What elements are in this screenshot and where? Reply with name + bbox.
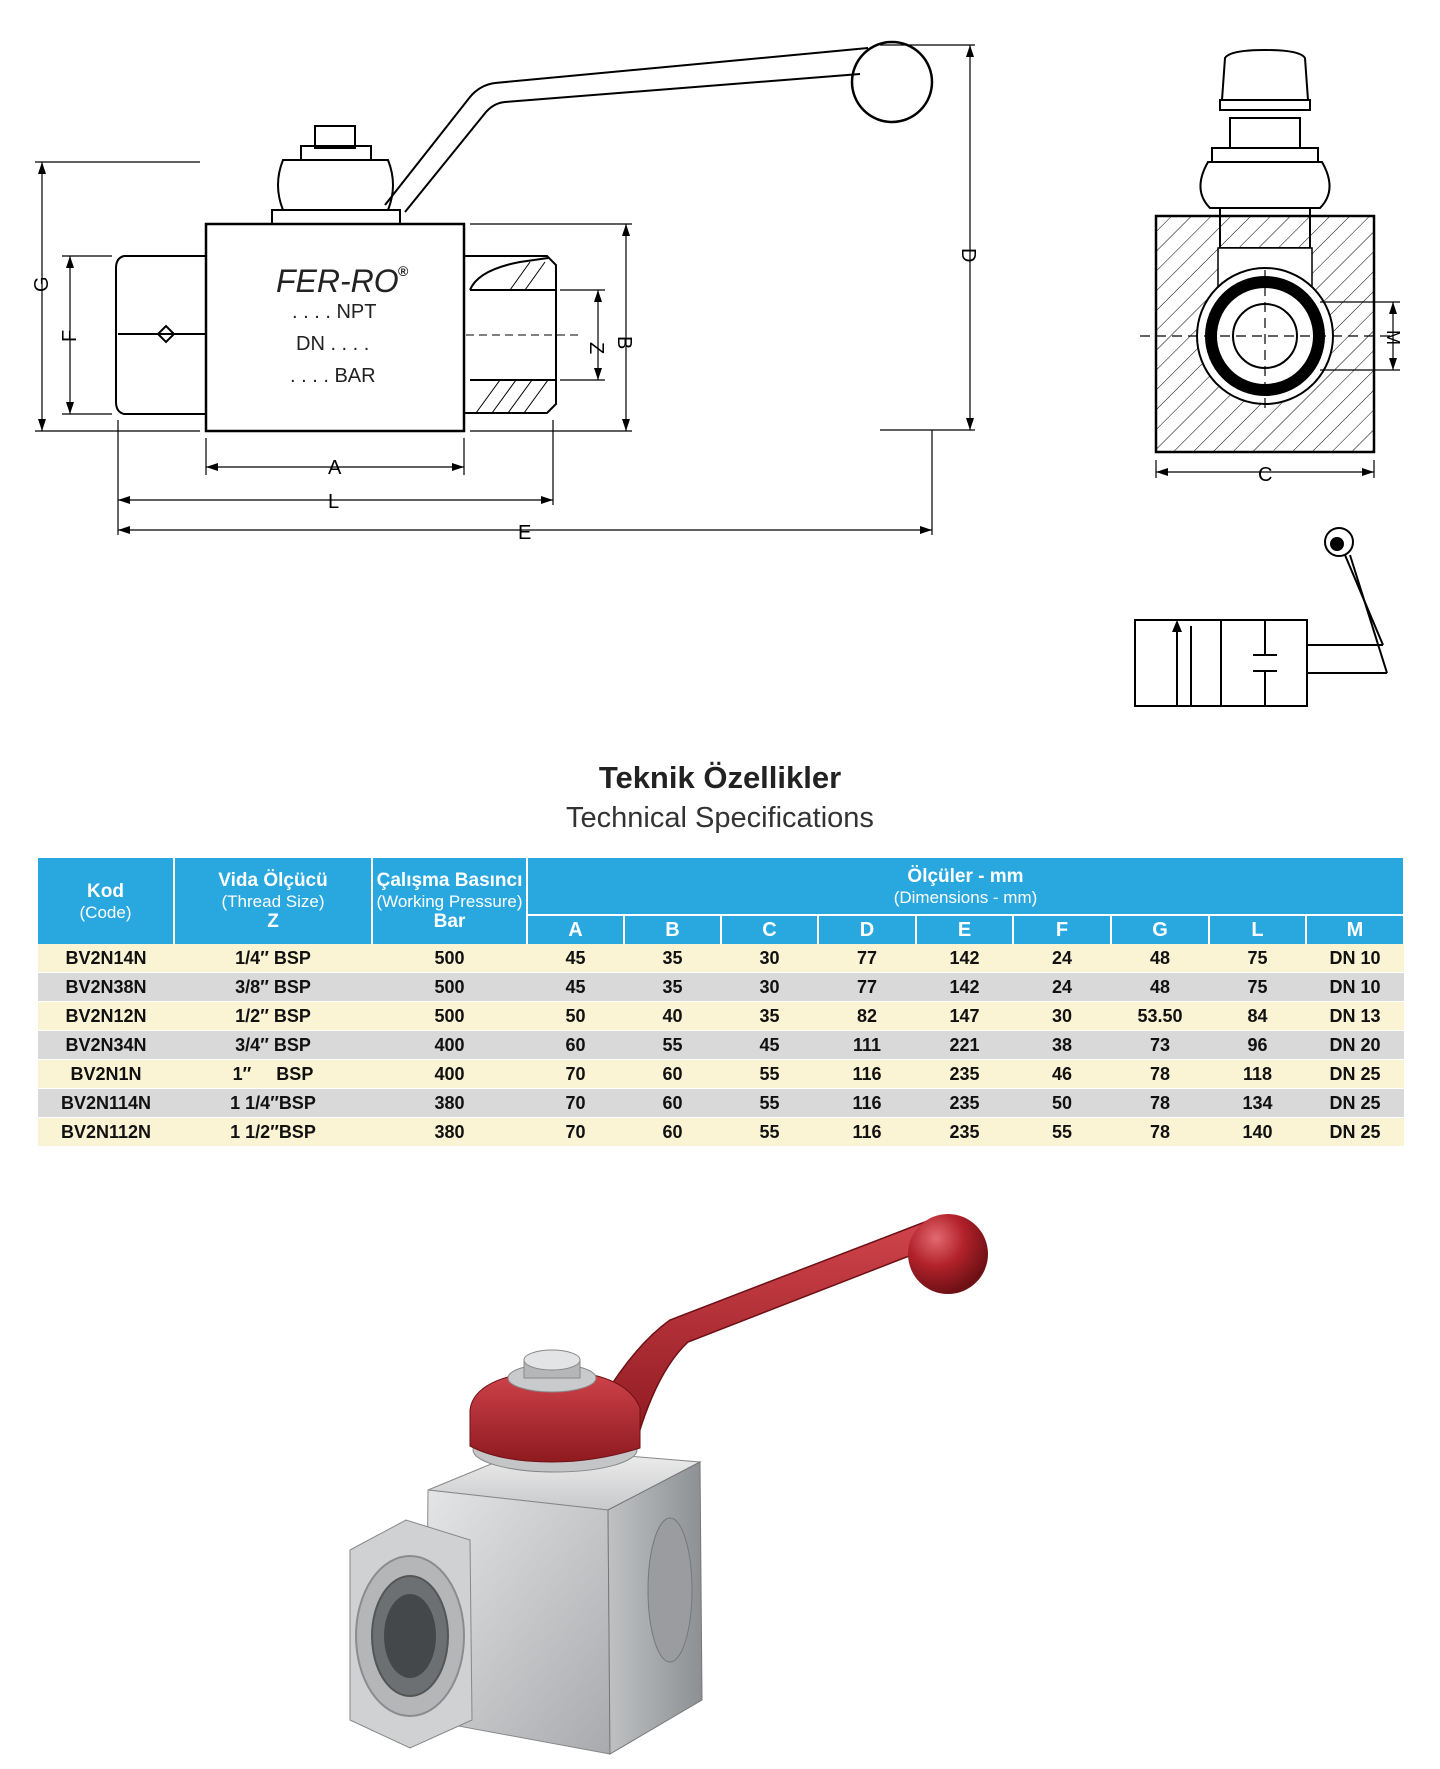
cell-f: 50 — [1013, 1089, 1111, 1118]
header-dim-m: M — [1306, 915, 1404, 944]
dim-label-e: E — [518, 522, 532, 544]
cell-thread: 1 1/2″BSP — [174, 1118, 372, 1147]
cell-a: 70 — [527, 1089, 624, 1118]
section-title: Teknik Özellikler — [598, 760, 842, 795]
table-row — [38, 973, 1404, 1002]
cell-b: 35 — [624, 973, 721, 1002]
header-thread: Vida Ölçücü (Thread Size) Z — [174, 858, 372, 944]
cell-thread: 1 1/4″BSP — [174, 1089, 372, 1118]
cell-g: 53.50 — [1111, 1002, 1209, 1031]
cell-c: 30 — [721, 944, 818, 973]
cell-pressure: 500 — [372, 973, 527, 1002]
cell-e: 235 — [916, 1060, 1013, 1089]
dim-label-a: A — [328, 457, 342, 479]
cell-b: 55 — [624, 1031, 721, 1060]
dim-label-z: Z — [585, 342, 607, 355]
npt-label: . . . . NPT — [292, 301, 377, 323]
side-section-drawing — [1100, 30, 1430, 500]
table-row — [38, 1089, 1404, 1118]
cell-c: 55 — [721, 1118, 818, 1147]
header-dim-a: A — [527, 915, 624, 944]
cell-m: DN 10 — [1306, 944, 1404, 973]
header-dim-g: G — [1111, 915, 1209, 944]
cell-g: 73 — [1111, 1031, 1209, 1060]
cell-m: DN 25 — [1306, 1060, 1404, 1089]
cell-f: 24 — [1013, 973, 1111, 1002]
table-row — [38, 1031, 1404, 1060]
header-code: Kod (Code) — [38, 858, 174, 944]
handle-knob-photo — [908, 1214, 988, 1294]
header-dim-b: B — [624, 915, 721, 944]
cell-pressure: 500 — [372, 944, 527, 973]
cell-pressure: 380 — [372, 1118, 527, 1147]
cell-thread: 1/2″ BSP — [174, 1002, 372, 1031]
bar-label: . . . . BAR — [290, 365, 376, 387]
cell-d: 116 — [818, 1118, 916, 1147]
cell-c: 55 — [721, 1089, 818, 1118]
cell-thread: 3/8″ BSP — [174, 973, 372, 1002]
cell-pressure: 380 — [372, 1089, 527, 1118]
cell-d: 77 — [818, 973, 916, 1002]
dim-label-g: G — [31, 276, 53, 292]
cell-code: BV2N14N — [38, 944, 174, 973]
dim-label-b: B — [613, 336, 635, 350]
dim-label-l: L — [328, 491, 340, 513]
cell-pressure: 500 — [372, 1002, 527, 1031]
cell-g: 78 — [1111, 1089, 1209, 1118]
cell-m: DN 20 — [1306, 1031, 1404, 1060]
cell-d: 111 — [818, 1031, 916, 1060]
table-header-row — [38, 858, 1404, 915]
dim-label-d: D — [957, 248, 979, 263]
table-row — [38, 1002, 1404, 1031]
header-pressure: Çalışma Basıncı (Working Pressure) Bar — [372, 858, 527, 944]
cell-e: 147 — [916, 1002, 1013, 1031]
cell-m: DN 10 — [1306, 973, 1404, 1002]
valve-body — [206, 224, 464, 431]
cell-code: BV2N1N — [38, 1060, 174, 1089]
dim-label-m: M — [1383, 330, 1403, 345]
cell-a: 45 — [527, 973, 624, 1002]
header-dim-c: C — [721, 915, 818, 944]
cell-l: 96 — [1209, 1031, 1306, 1060]
brand-logo: FER-RO — [276, 263, 399, 299]
cell-thread: 1/4″ BSP — [174, 944, 372, 973]
cell-e: 235 — [916, 1118, 1013, 1147]
header-dim-d: D — [818, 915, 916, 944]
cell-b: 35 — [624, 944, 721, 973]
section-subtitle: Technical Specifications — [566, 802, 874, 834]
cell-d: 77 — [818, 944, 916, 973]
cell-a: 70 — [527, 1060, 624, 1089]
dim-label-f: F — [59, 329, 81, 342]
cell-g: 48 — [1111, 944, 1209, 973]
cell-d: 116 — [818, 1060, 916, 1089]
cell-g: 48 — [1111, 973, 1209, 1002]
cell-a: 70 — [527, 1118, 624, 1147]
cell-f: 24 — [1013, 944, 1111, 973]
cell-d: 82 — [818, 1002, 916, 1031]
cell-c: 45 — [721, 1031, 818, 1060]
handle-outline — [385, 48, 868, 205]
cell-m: DN 25 — [1306, 1089, 1404, 1118]
cell-thread: 3/4″ BSP — [174, 1031, 372, 1060]
cell-f: 38 — [1013, 1031, 1111, 1060]
cell-l: 84 — [1209, 1002, 1306, 1031]
cell-thread: 1″ BSP — [174, 1060, 372, 1089]
header-dim-l: L — [1209, 915, 1306, 944]
cell-f: 55 — [1013, 1118, 1111, 1147]
cell-l: 75 — [1209, 944, 1306, 973]
cell-f: 30 — [1013, 1002, 1111, 1031]
cell-a: 50 — [527, 1002, 624, 1031]
cell-b: 60 — [624, 1089, 721, 1118]
spec-table — [38, 858, 1405, 1147]
header-dimensions: Ölçüler - mm (Dimensions - mm) — [527, 858, 1404, 915]
cell-l: 140 — [1209, 1118, 1306, 1147]
cell-c: 35 — [721, 1002, 818, 1031]
table-row — [38, 1060, 1404, 1089]
cell-code: BV2N34N — [38, 1031, 174, 1060]
cell-c: 30 — [721, 973, 818, 1002]
svg-text:®: ® — [398, 263, 409, 279]
cell-a: 45 — [527, 944, 624, 973]
cell-code: BV2N112N — [38, 1118, 174, 1147]
dn-label: DN . . . . — [296, 333, 370, 355]
cell-m: DN 13 — [1306, 1002, 1404, 1031]
cell-pressure: 400 — [372, 1060, 527, 1089]
table-row — [38, 1118, 1404, 1147]
cell-l: 118 — [1209, 1060, 1306, 1089]
cell-e: 235 — [916, 1089, 1013, 1118]
header-dim-f: F — [1013, 915, 1111, 944]
cell-b: 60 — [624, 1118, 721, 1147]
cell-b: 60 — [624, 1060, 721, 1089]
valve-symbol — [1125, 525, 1425, 715]
cell-e: 221 — [916, 1031, 1013, 1060]
cell-pressure: 400 — [372, 1031, 527, 1060]
cell-f: 46 — [1013, 1060, 1111, 1089]
table-row — [38, 944, 1404, 973]
front-view-drawing — [0, 0, 1000, 560]
cell-a: 60 — [527, 1031, 624, 1060]
cell-m: DN 25 — [1306, 1118, 1404, 1147]
dim-label-c: C — [1258, 464, 1273, 486]
cell-g: 78 — [1111, 1060, 1209, 1089]
cell-e: 142 — [916, 944, 1013, 973]
cell-code: BV2N114N — [38, 1089, 174, 1118]
cell-e: 142 — [916, 973, 1013, 1002]
cell-b: 40 — [624, 1002, 721, 1031]
cell-c: 55 — [721, 1060, 818, 1089]
cell-g: 78 — [1111, 1118, 1209, 1147]
cell-l: 75 — [1209, 973, 1306, 1002]
header-dim-e: E — [916, 915, 1013, 944]
product-photo — [340, 1200, 1120, 1760]
cell-code: BV2N38N — [38, 973, 174, 1002]
cell-l: 134 — [1209, 1089, 1306, 1118]
handle-knob — [852, 42, 932, 122]
cell-code: BV2N12N — [38, 1002, 174, 1031]
cell-d: 116 — [818, 1089, 916, 1118]
